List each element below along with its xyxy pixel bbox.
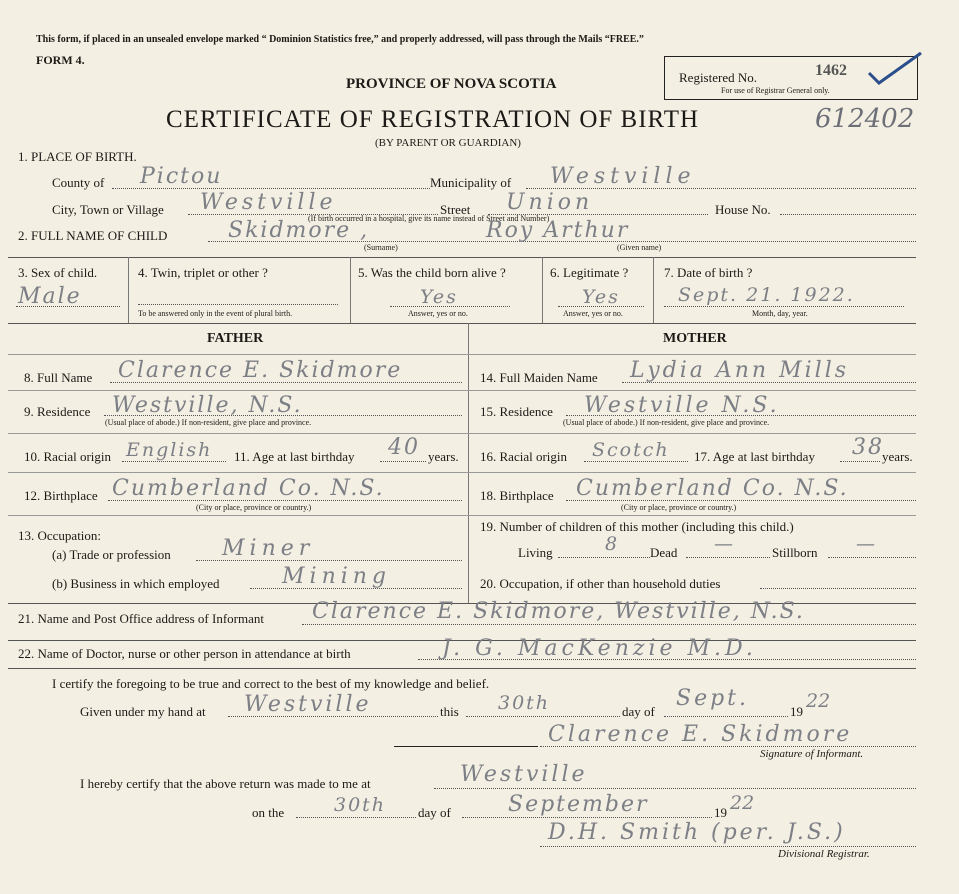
registrar-year-prefix: 19 (714, 805, 727, 820)
alive-value: Yes (420, 286, 458, 308)
mailing-notice: This form, if placed in an unsealed envelope marked “ Dominion Statistics free,” and properly addressed, will pass through the Mails “FREE.” (36, 34, 644, 45)
legitimate-value: Yes (582, 286, 620, 308)
children-count-label: 19. Number of children of this mother (including this child.) (480, 519, 794, 534)
registrar-note: For use of Registrar General only. (721, 86, 830, 95)
given-name-caption: (Given name) (617, 243, 662, 252)
father-residence-note: (Usual place of abode.) If non-resident, give place and province. (105, 418, 312, 427)
legitimate-note: Answer, yes or no. (563, 309, 623, 318)
municipality-value: Westville (550, 164, 696, 189)
occupation-label: 13. Occupation: (18, 528, 102, 543)
dob-label: 7. Date of birth ? (664, 265, 753, 280)
dead-value: — (714, 533, 735, 555)
alive-label: 5. Was the child born alive ? (358, 265, 506, 280)
registrar-year-value: 22 (730, 792, 755, 814)
father-residence-label: 9. Residence (24, 404, 91, 419)
father-name-value: Clarence E. Skidmore (118, 358, 403, 383)
this-label: this (440, 704, 459, 719)
registrar-day-value: 30th (334, 794, 387, 816)
mother-residence-note: (Usual place of abode.) If non-resident, give place and province. (563, 418, 770, 427)
living-label: Living (518, 545, 553, 560)
dead-label: Dead (650, 545, 678, 560)
father-years: years. (428, 449, 459, 464)
given-under-hand-label: Given under my hand at (80, 704, 206, 719)
registrar-signature: D.H. Smith (per. J.S.) (548, 820, 846, 845)
county-value: Pictou (140, 164, 223, 189)
stillborn-value: — (856, 533, 877, 555)
place-of-birth-label: 1. PLACE OF BIRTH. (18, 149, 137, 164)
street-value: Union (506, 190, 594, 215)
father-birthplace-label: 12. Birthplace (24, 488, 98, 503)
given-month-value: Sept. (676, 686, 750, 711)
business-value: Mining (282, 564, 392, 589)
registrar-statement: I hereby certify that the above return was made to me at (80, 776, 371, 791)
house-number-label: House No. (715, 202, 771, 217)
father-birthplace-value: Cumberland Co. N.S. (112, 476, 385, 501)
province-heading: PROVINCE OF NOVA SCOTIA (346, 76, 557, 92)
city-value: Westville (200, 190, 337, 215)
dob-value: Sept. 21. 1922. (678, 284, 855, 306)
mother-racial-value: Scotch (592, 439, 670, 461)
certificate-number: 612402 (815, 104, 915, 134)
trade-value: Miner (222, 536, 315, 561)
mother-name-label: 14. Full Maiden Name (480, 370, 598, 385)
child-given-name: Roy Arthur (486, 218, 630, 243)
business-label: (b) Business in which employed (52, 576, 220, 591)
mother-years: years. (882, 449, 913, 464)
father-birthplace-note: (City or place, province or country.) (196, 503, 312, 512)
registrar-on-the-label: on the (252, 805, 285, 820)
mother-occupation-label: 20. Occupation, if other than household duties (480, 576, 721, 591)
legitimate-label: 6. Legitimate ? (550, 265, 629, 280)
certification-statement: I certify the foregoing to be true and correct to the best of my knowledge and belief. (52, 676, 490, 691)
registrar-place-value: Westville (460, 762, 588, 787)
street-label: Street (440, 202, 471, 217)
given-year-value: 22 (806, 690, 831, 712)
given-day-of-label: day of (622, 704, 655, 719)
trade-label: (a) Trade or profession (52, 547, 171, 562)
father-heading: FATHER (207, 331, 264, 346)
father-age-label: 11. Age at last birthday (234, 449, 355, 464)
registrar-caption: Divisional Registrar. (778, 848, 870, 860)
registered-value: 1462 (815, 62, 847, 79)
mother-age-value: 38 (852, 435, 884, 460)
sex-value: Male (18, 284, 82, 309)
registered-number-box (664, 56, 918, 100)
informant-value: Clarence E. Skidmore, Westville, N.S. (312, 599, 805, 624)
registrar-day-of-label: day of (418, 805, 451, 820)
father-name-label: 8. Full Name (24, 370, 93, 385)
informant-signature-caption: Signature of Informant. (760, 748, 864, 760)
checkmark-icon (865, 51, 925, 87)
alive-note: Answer, yes or no. (408, 309, 468, 318)
stillborn-label: Stillborn (772, 545, 818, 560)
mother-age-label: 17. Age at last birthday (694, 449, 815, 464)
child-surname: Skidmore , (228, 218, 370, 243)
mother-birthplace-value: Cumberland Co. N.S. (576, 476, 849, 501)
page-title: CERTIFICATE OF REGISTRATION OF BIRTH (166, 106, 700, 133)
doctor-value: J. G. MacKenzie M.D. (442, 636, 757, 661)
father-racial-label: 10. Racial origin (24, 449, 112, 464)
mother-racial-label: 16. Racial origin (480, 449, 568, 464)
form-number: FORM 4. (36, 53, 85, 67)
mother-residence-label: 15. Residence (480, 404, 553, 419)
hospital-note: (If birth occurred in a hospital, give its name instead of Street and Number) (308, 214, 550, 223)
municipality-label: Municipality of (430, 175, 512, 190)
mother-heading: MOTHER (663, 331, 727, 346)
father-racial-value: English (126, 439, 213, 461)
registered-label: Registered No. (679, 70, 757, 85)
registrar-month-value: September (508, 792, 649, 817)
twin-note: To be answered only in the event of plural birth. (138, 309, 293, 318)
given-year-prefix: 19 (790, 704, 803, 719)
child-name-label: 2. FULL NAME OF CHILD (18, 228, 168, 243)
city-label: City, Town or Village (52, 202, 164, 217)
mother-birthplace-note: (City or place, province or country.) (621, 503, 737, 512)
twin-label: 4. Twin, triplet or other ? (138, 265, 268, 280)
father-residence-value: Westville, N.S. (112, 393, 303, 418)
father-age-value: 40 (388, 435, 420, 460)
given-day-value: 30th (498, 692, 551, 714)
sex-label: 3. Sex of child. (18, 265, 98, 280)
informant-label: 21. Name and Post Office address of Informant (18, 611, 264, 626)
living-value: 8 (605, 533, 620, 555)
county-label: County of (52, 175, 105, 190)
page-subtitle: (BY PARENT OR GUARDIAN) (375, 137, 521, 149)
mother-residence-value: Westville N.S. (584, 393, 780, 418)
informant-signature: Clarence E. Skidmore (548, 722, 853, 747)
mother-name-value: Lydia Ann Mills (630, 358, 850, 383)
mother-birthplace-label: 18. Birthplace (480, 488, 554, 503)
dob-note: Month, day, year. (752, 309, 808, 318)
given-place-value: Westville (244, 692, 372, 717)
surname-caption: (Surname) (364, 243, 398, 252)
doctor-label: 22. Name of Doctor, nurse or other person in attendance at birth (18, 646, 351, 661)
